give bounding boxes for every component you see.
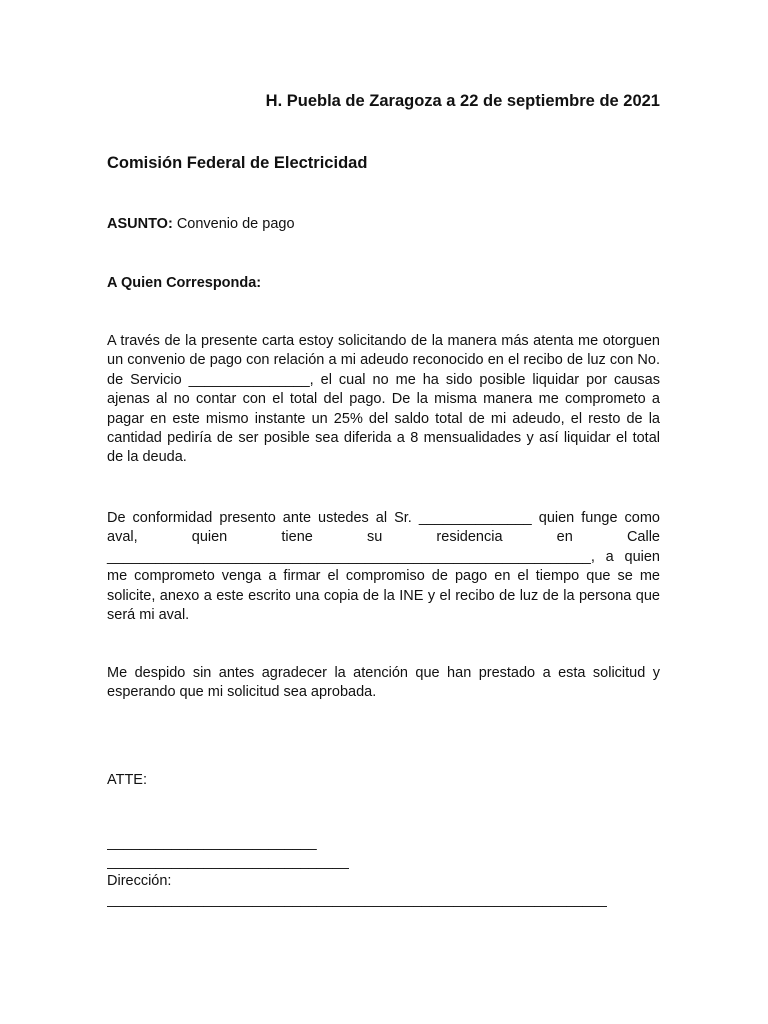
- recipient-heading: Comisión Federal de Electricidad: [107, 154, 368, 172]
- letter-page: [107, 0, 660, 1024]
- subject-line: [107, 216, 295, 232]
- body-paragraph-2: De conformidad presento ante ustedes al Sr. ______________ quien funge como aval, quien tiene su residencia en Calle ____________________________________________________________, a quien me comprometo venga a firmar el compromiso de pago en el tiempo que se me solicite, anexo a este escrito una copia de la INE y el recibo de luz de la persona que será mi aval.: [107, 510, 660, 624]
- salutation: A Quien Corresponda:: [107, 275, 262, 291]
- body-paragraph-3: Me despido sin antes agradecer la atención que han prestado a esta solicitud y esperando que mi solicitud sea aprobada.: [107, 665, 660, 701]
- place-date-heading: H. Puebla de Zaragoza a 22 de septiembre de 2021: [265, 92, 660, 110]
- subject-label: ASUNTO:: [107, 216, 173, 232]
- address-line: ______________________________________________________________: [107, 892, 607, 908]
- body-paragraph-1: A través de la presente carta estoy solicitando de la manera más atenta me otorguen un convenio de pago con relación a mi adeudo reconocido en el recibo de luz con No. de Servicio _______________, el cual no me ha sido posible liquidar por causas ajenas al no contar con el total del pago. De la misma manera me comprometo a pagar en este mismo instante un 25% del saldo total de mi adeudo, el resto de la cantidad pediría de ser posible sea diferida a 8 mensualidades y así liquidar el total de la deuda.: [107, 333, 660, 466]
- closing-atte: ATTE:: [107, 772, 148, 788]
- address-label: Dirección:: [107, 873, 172, 889]
- signature-line-2: ______________________________: [107, 854, 349, 870]
- subject-text: Convenio de pago: [176, 216, 295, 232]
- signature-line-1: __________________________: [107, 835, 317, 851]
